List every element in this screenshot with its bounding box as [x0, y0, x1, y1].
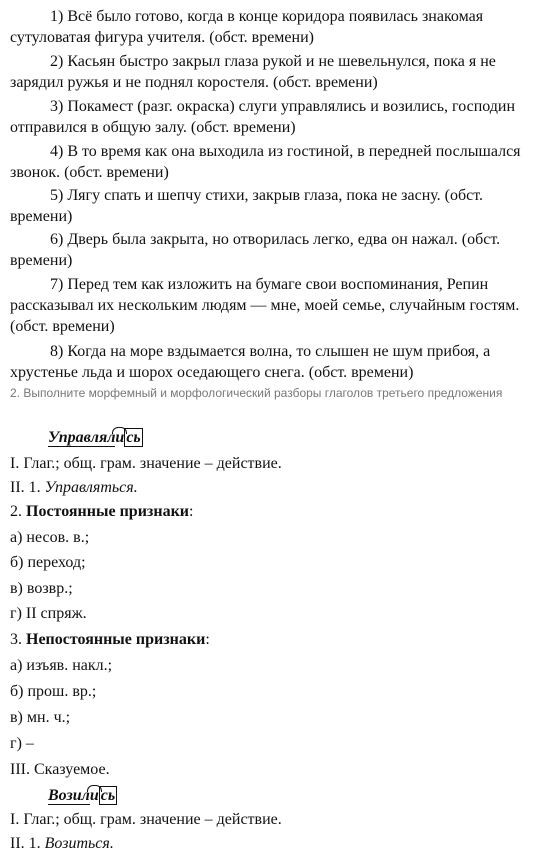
analysis-1-infinitive: Управляться. — [44, 479, 138, 496]
sentence-3-first-line: 3) Покамест (разг. окраска) слуги управлялись и возились, господин — [50, 98, 516, 115]
sentence-5 — [10, 185, 534, 227]
sentence-1-rest: сутуловатая фигура учителя. (обст. времени) — [10, 29, 314, 46]
sentence-6-rest: времени) — [10, 252, 73, 269]
analysis-1-line-8-prefix: 3. — [10, 631, 26, 648]
sentence-6-first-line: 6) Дверь была закрыта, но отворилась легко, едва он нажал. (обст. — [50, 231, 501, 248]
analysis-1-line-4: а) несов. в.; — [10, 529, 90, 546]
analysis-1-line-7: г) II спряж. — [10, 605, 87, 622]
analysis-1-line-10: б) прош. вр.; — [10, 683, 97, 700]
analysis-1-line-12: г) – — [10, 735, 34, 752]
sentence-4-first-line: 4) В то время как она выходила из гостиной, в передней послышался — [50, 143, 521, 160]
analysis-1-line-8-colon: : — [205, 631, 210, 648]
sentence-2-rest: зарядил ружья и не поднял коростеля. (обст. времени) — [10, 74, 378, 91]
analysis-1-line-3 — [10, 502, 193, 522]
sentence-7 — [10, 274, 534, 337]
word-2-suffix: и — [89, 787, 99, 804]
sentence-6 — [10, 229, 534, 271]
analysis-2-line-2 — [10, 834, 114, 854]
analysis-1-line-2 — [10, 478, 138, 498]
sentence-4-rest: звонок. (обст. времени) — [10, 164, 169, 181]
sentence-7-rest: рассказывал их нескольким людям — мне, моей семье, случайным гостям. (обст. времени) — [10, 297, 520, 335]
sentence-2 — [10, 51, 534, 93]
analysis-1-line-11: в) мн. ч.; — [10, 709, 71, 726]
analysis-1-line-9: а) изъяв. накл.; — [10, 657, 113, 674]
word-1-postfix: сь — [126, 429, 141, 446]
sentence-2-first-line: 2) Касьян быстро закрыл глаза рукой и не шевельнулся, пока я не — [50, 53, 496, 70]
sentence-5-rest: времени) — [10, 208, 73, 225]
word-1-suffix: и — [115, 429, 125, 446]
word-2-stem: Возил — [48, 787, 90, 804]
word-2-postfix: сь — [100, 787, 116, 804]
morpheme-word-2 — [48, 786, 117, 806]
analysis-2-line-1: I. Глаг.; общ. грам. значение – действие. — [10, 811, 282, 828]
analysis-1-line-2-prefix: II. 1. — [10, 479, 45, 496]
analysis-1-line-5: б) переход; — [10, 554, 86, 571]
analysis-2-line-2-prefix: II. 1. — [10, 835, 45, 852]
analysis-1-line-3-prefix: 2. — [10, 503, 26, 520]
analysis-1-line-3-colon: : — [189, 503, 194, 520]
sentence-3 — [10, 96, 534, 138]
non-permanent-features-heading: Непостоянные признаки — [26, 631, 206, 648]
sentence-8-first-line: 8) Когда на море вздымается волна, то слышен не шум прибоя, а — [50, 343, 491, 360]
analysis-1-line-13: III. Сказуемое. — [10, 761, 110, 778]
permanent-features-heading: Постоянные признаки — [26, 503, 189, 520]
sentence-4 — [10, 141, 534, 183]
sentence-1-first-line: 1) Всё было готово, когда в конце коридора появилась знакомая — [50, 8, 484, 25]
analysis-1-line-6: в) возвр.; — [10, 580, 73, 597]
sentence-8 — [10, 341, 534, 383]
analysis-2-infinitive: Возиться. — [44, 835, 114, 852]
sentence-1 — [10, 6, 534, 48]
sentence-8-rest: хрустенье льда и шорох оседающего снега. (обст. времени) — [10, 364, 414, 381]
word-1-stem: Управлял — [48, 429, 116, 446]
sentence-7-first-line: 7) Перед тем как изложить на бумаге свои воспоминания, Репин — [50, 276, 489, 293]
analysis-1-line-8 — [10, 630, 210, 650]
sentence-3-rest: отправился в общую залу. (обст. времени) — [10, 119, 296, 136]
analysis-1-line-1: I. Глаг.; общ. грам. значение – действие. — [10, 455, 282, 472]
sentence-5-first-line: 5) Лягу спать и шепчу стихи, закрыв глаза, пока не засну. (обст. — [50, 187, 484, 204]
task-instruction: 2. Выполните морфемный и морфологический разборы глаголов третьего предложения — [10, 386, 503, 400]
morpheme-word-1 — [48, 428, 143, 448]
